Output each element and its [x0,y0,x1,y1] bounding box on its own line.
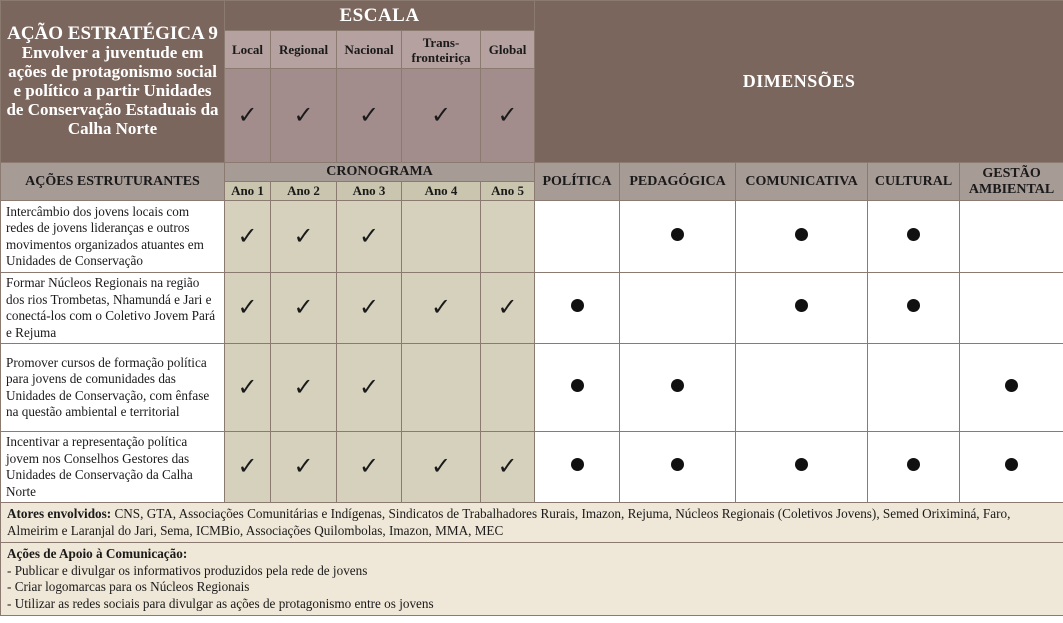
year-cell [481,432,535,503]
scale-local: Local [225,31,271,69]
year-cell [271,432,337,503]
action-title-cell [1,1,225,163]
check-icon: ✓ [358,454,380,480]
bullet-dot-icon [795,228,808,241]
check-icon: ✓ [497,454,518,480]
action-text: Incentivar a representação política jovem nos Conselhos Gestores das Unidades de Conservação da Calha Norte [1,432,225,503]
check-icon: ✓ [293,454,314,480]
bullet-dot-icon [795,458,808,471]
check-icon: ✓ [481,69,535,163]
scale-trans-line2: fronteiriça [411,49,471,65]
scale-regional: Regional [271,31,337,69]
dimension-cell [736,273,868,344]
year-cell [402,432,481,503]
check-icon: ✓ [430,454,452,480]
dimension-cell [620,344,736,432]
year-cell [271,273,337,344]
dimension-cell [620,273,736,344]
bullet-dot-icon [571,458,584,471]
year-1-header: Ano 1 [225,182,271,201]
bullet-dot-icon [1005,458,1018,471]
dimension-cell [868,273,960,344]
acoes-apoio-comunicacao [1,543,1063,616]
bullet-dot-icon [907,299,920,312]
check-icon: ✓ [237,454,258,480]
dimensoes-header: DIMENSÕES [535,1,1063,163]
table-row [1,432,1063,503]
table-row [1,201,1063,273]
bullet-dot-icon [671,458,684,471]
dimension-cell [535,201,620,273]
table-row [1,344,1063,432]
scale-transfronteirica [402,31,481,69]
dimension-cell [620,432,736,503]
year-3-header: Ano 3 [337,182,402,201]
acoes-estruturantes-header: AÇÕES ESTRUTURANTES [1,163,225,201]
check-icon: ✓ [402,69,481,163]
apoio-item: - Utilizar as redes sociais para divulgar as ações de protagonismo entre os jovens [7,595,434,611]
check-icon: ✓ [271,69,337,163]
dimension-cell [960,273,1063,344]
action-text: Formar Núcleos Regionais na região dos rios Trombetas, Nhamundá e Jari e conectá-los com o Coletivo Jovem Pará e Rejuma [1,273,225,344]
year-cell [337,273,402,344]
action-description: Envolver a juventude em ações de protagonismo social e político a partir Unidades de Conservação Estaduais da Calha Norte [6,43,219,138]
table-row [1,273,1063,344]
check-icon: ✓ [358,223,380,250]
scale-global: Global [481,31,535,69]
year-cell [337,201,402,273]
dimension-comunicativa-header: COMUNICATIVA [736,163,868,201]
check-icon: ✓ [358,374,380,401]
year-cell [402,273,481,344]
check-icon: ✓ [293,374,314,401]
year-cell [481,201,535,273]
bullet-dot-icon [571,299,584,312]
dimension-pedagogica-header: PEDAGÓGICA [620,163,736,201]
year-5-header: Ano 5 [481,182,535,201]
check-icon: ✓ [293,295,314,321]
year-2-header: Ano 2 [271,182,337,201]
bullet-dot-icon [671,379,684,392]
dimension-cell [736,201,868,273]
year-cell [225,432,271,503]
year-cell [481,273,535,344]
apoio-item: - Publicar e divulgar os informativos produzidos pela rede de jovens [7,562,368,578]
action-text: Intercâmbio dos jovens locais com redes de jovens lideranças e outros movimentos organizados atuantes em Unidades de Conservação [1,201,225,273]
year-cell [225,344,271,432]
gestao-line1: GESTÃO [982,165,1041,181]
check-icon: ✓ [237,295,258,321]
dimension-cell [960,201,1063,273]
action-title: AÇÃO ESTRATÉGICA 9 [7,23,218,44]
dimension-cell [960,432,1063,503]
check-icon: ✓ [358,295,380,321]
year-cell [271,344,337,432]
scale-trans-line1: Trans- [422,34,460,50]
dimension-cell [868,432,960,503]
action-text: Promover cursos de formação política para jovens de comunidades das Unidades de Conservação, com ênfase na questão ambiental e territorial [1,344,225,432]
bullet-dot-icon [1005,379,1018,392]
dimension-politica-header: POLÍTICA [535,163,620,201]
dimension-cell [535,273,620,344]
bullet-dot-icon [571,379,584,392]
dimension-cell [535,344,620,432]
year-cell [271,201,337,273]
check-icon: ✓ [497,295,518,321]
year-cell [225,273,271,344]
atores-label: Atores envolvidos: [7,506,112,521]
year-cell [402,201,481,273]
check-icon: ✓ [225,69,271,163]
dimension-cell [736,344,868,432]
escala-header: ESCALA [225,1,535,31]
apoio-item: - Criar logomarcas para os Núcleos Regionais [7,579,250,594]
year-cell [402,344,481,432]
bullet-dot-icon [795,299,808,312]
bullet-dot-icon [671,228,684,241]
atores-envolvidos [1,503,1063,543]
dimension-cell [868,201,960,273]
apoio-label: Ações de Apoio à Comunicação: [7,546,188,561]
dimension-cell [620,201,736,273]
bullet-dot-icon [907,458,920,471]
check-icon: ✓ [237,223,258,250]
gestao-line2: AMBIENTAL [968,181,1055,197]
atores-text: CNS, GTA, Associações Comunitárias e Indígenas, Sindicatos de Trabalhadores Rurais, Imazon, Rejuma, Núcleos Regionais (Coletivos Jovens), Semed Oriximiná, Faro, Almeirim e Laranjal do Jari, Sema, ICMBio, Associações Quilombolas, Imazon, MMA, MEC [7,506,1011,538]
dimension-gestao-ambiental-header [960,163,1063,201]
year-cell [225,201,271,273]
year-cell [337,432,402,503]
year-cell [481,344,535,432]
check-icon: ✓ [430,295,452,321]
scale-nacional: Nacional [337,31,402,69]
dimension-cell [960,344,1063,432]
dimension-cell [736,432,868,503]
check-icon: ✓ [237,374,258,401]
check-icon: ✓ [337,69,402,163]
bullet-dot-icon [907,228,920,241]
year-cell [337,344,402,432]
check-icon: ✓ [293,223,314,250]
dimension-cell [535,432,620,503]
dimension-cell [868,344,960,432]
year-4-header: Ano 4 [402,182,481,201]
dimension-cultural-header: CULTURAL [868,163,960,201]
cronograma-header: CRONOGRAMA [225,163,535,182]
